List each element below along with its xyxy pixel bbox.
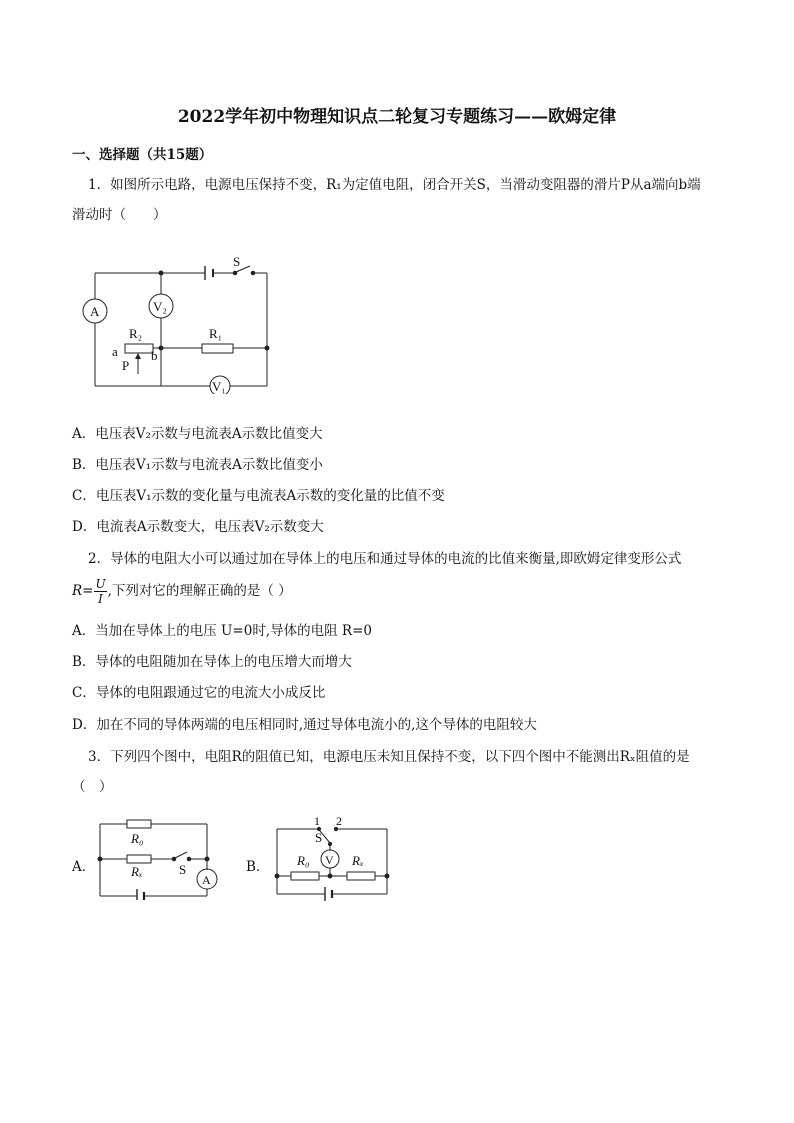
q3-fig-a-label: A．: [72, 859, 96, 875]
q3-fig-b-label: B．: [246, 859, 270, 875]
q3a-switch-label: S: [179, 862, 187, 877]
q1-option-d: D．电流表A示数变大，电压表V₂示数变大: [72, 519, 324, 535]
q3b-pos2-label: 2: [336, 814, 342, 828]
q1-option-a: A．电压表V₂示数与电流表A示数比值变大: [72, 426, 323, 442]
q3b-voltmeter-label: V: [325, 853, 334, 867]
q2-formula-line: [72, 578, 292, 605]
q1-v2-label: V₂: [153, 299, 167, 314]
q3a-r0-label: R₀: [131, 831, 144, 846]
q2-option-a: A．当加在导体上的电压 U=0时,导体的电阻 R=0: [72, 623, 372, 639]
q1-end-a-label: a: [112, 344, 118, 359]
q1-end-b-label: b: [151, 348, 158, 363]
q2-option-c: C．导体的电阻跟通过它的电流大小成反比: [72, 685, 326, 701]
q3-circuit-b: [270, 813, 395, 903]
q1-option-c: C．电压表V₁示数的变化量与电流表A示数的变化量的比值不变: [72, 488, 445, 504]
q2-formula-lhs: R=: [72, 583, 94, 599]
q1-ammeter-label: A: [90, 304, 100, 319]
q2-fraction-denominator: I: [98, 592, 103, 606]
q3b-rx-label: Rₓ: [352, 853, 364, 868]
q1-option-b: B．电压表V₁示数与电流表A示数比值变小: [72, 457, 323, 473]
page-title: 2022学年初中物理知识点二轮复习专题练习——欧姆定律: [177, 107, 617, 127]
q1-r1-label: R₁: [209, 326, 223, 341]
q3-circuit-a: [95, 818, 220, 900]
q2-stem-line1: 2．导体的电阻大小可以通过加在导体上的电压和通过导体的电流的比值来衡量,即欧姆定律变形公式: [88, 551, 682, 567]
q3a-ammeter-label: A: [202, 873, 211, 887]
q3b-switch-label: S: [315, 830, 323, 845]
q3b-pos1-label: 1: [314, 814, 320, 828]
q2-stem-line2: ,下列对它的理解正确的是（ ）: [107, 583, 292, 599]
q1-stem-line1: 1．如图所示电路，电源电压保持不变，R₁为定值电阻，闭合开关S，当滑动变阻器的滑片P从a端向b端: [88, 177, 701, 193]
q1-circuit-diagram: [76, 252, 276, 394]
q1-switch-label: S: [233, 254, 241, 269]
q2-fraction-numerator: U: [95, 577, 106, 591]
q2-option-b: B．导体的电阻随加在导体上的电压增大而增大: [72, 654, 352, 670]
q2-fraction: [94, 578, 106, 605]
q1-stem-line2: 滑动时（ ）: [72, 207, 167, 223]
q2-option-d: D．加在不同的导体两端的电压相同时,通过导体电流小的,这个导体的电阻较大: [72, 717, 537, 733]
q3-stem-line2: （ ）: [72, 779, 113, 795]
q1-r2-label: R₂: [129, 326, 143, 341]
q1-slider-label: P: [122, 358, 130, 373]
q3b-r0-label: R₀: [297, 853, 310, 868]
q3-stem-line1: 3．下列四个图中，电阻R的阻值已知，电源电压未知且保持不变，以下四个图中不能测出Rₓ阻值的是: [88, 749, 690, 765]
q1-v1-label: V₁: [212, 379, 226, 394]
q3a-rx-label: Rₓ: [131, 864, 143, 879]
section-heading: 一、选择题（共15题）: [72, 147, 213, 163]
